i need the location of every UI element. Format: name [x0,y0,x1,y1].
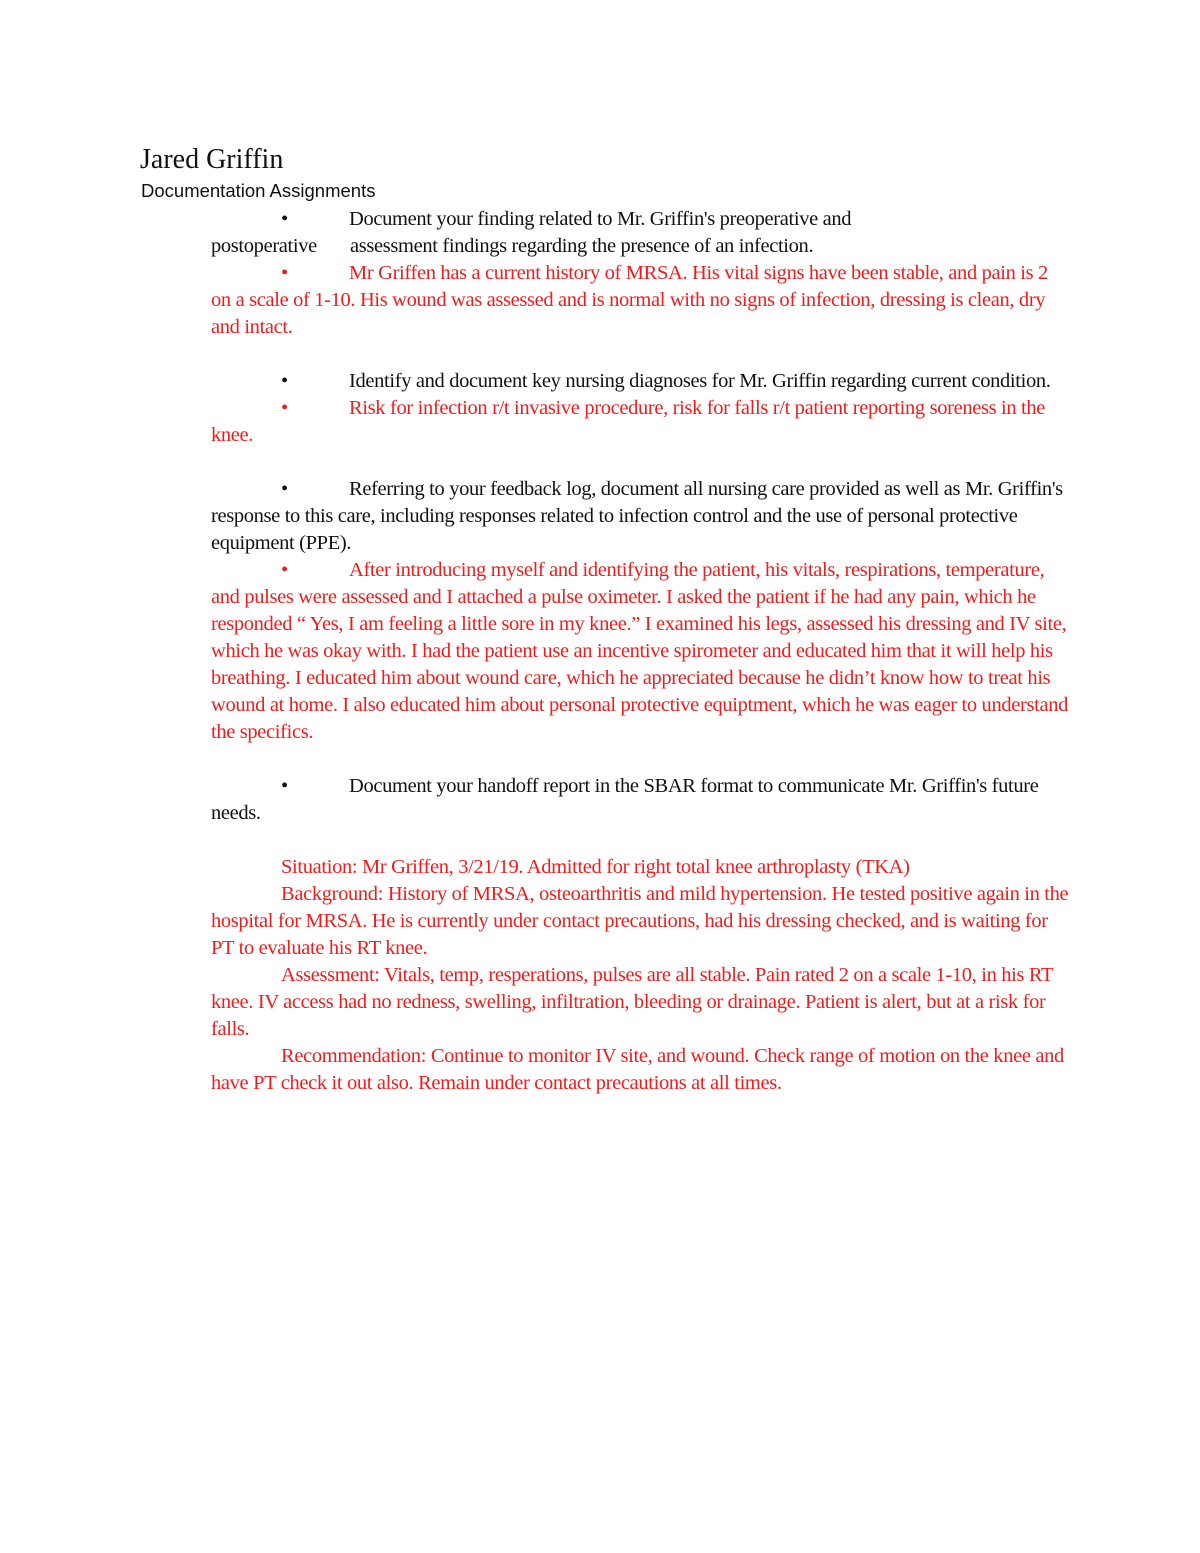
bullet-marker: • [281,397,288,419]
question-1-left-word: postoperative [211,235,317,257]
answer-3 [211,557,1071,746]
answer-2-text: Risk for infection r/t invasive procedure, risk for falls r/t patient reporting soreness in the knee. [211,397,1046,446]
question-3 [211,476,1071,557]
answer-1-text: Mr Griffen has a current history of MRSA. His vital signs have been stable, and pain is 2 on a scale of 1-10. His wound was assessed and is normal with no signs of infection, dressing is clean, dry and intact. [211,262,1048,338]
bullet-marker: • [281,775,288,797]
bullet-marker: • [281,370,288,392]
question-3-text: Referring to your feedback log, document all nursing care provided as well as Mr. Griffin's response to this care, including responses related to infection control and the use of personal protective equipment (PPE). [211,478,1063,554]
spacer [211,341,1071,368]
answer-3-text: After introducing myself and identifying the patient, his vitals, respirations, temperature, and pulses were assessed and I attached a pulse oximeter. I asked the patient if he had any pain, which he responded “ Yes, I am feeling a little sore in my knee.” I examined his legs, assessed his dressing and IV site, which he was okay with. I had the patient use an incentive spirometer and educated him that it will help his breathing. I educated him about wound care, which he appreciated because he didn’t know how to treat his wound at home. I also educated him about personal protective equiptment, which he was eager to understand the specifics. [211,559,1069,743]
document-subtitle: Documentation Assignments [141,180,376,201]
question-2-text: Identify and document key nursing diagnoses for Mr. Griffin regarding current condition. [349,370,1051,392]
sbar-background: Background: History of MRSA, osteoarthritis and mild hypertension. He tested positive again in the hospital for MRSA. He is currently under contact precautions, had his dressing checked, and is waiting for PT to evaluate his RT knee. [211,883,1069,959]
student-name: Jared Griffin [140,144,284,175]
sbar-assessment: Assessment: Vitals, temp, resperations, pulses are all stable. Pain rated 2 on a scale 1-10, in his RT knee. IV access had no redness, swelling, infiltration, bleeding or drainage. Patient is alert, but at a risk for falls. [211,964,1053,1040]
answer-2 [211,395,1071,449]
bullet-marker: • [281,262,288,284]
bullet-marker: • [281,559,288,581]
sbar-report [211,854,1071,1097]
question-4 [211,773,1071,827]
bullet-marker: • [281,208,288,230]
question-2 [211,368,1071,395]
sbar-situation: Situation: Mr Griffen, 3/21/19. Admitted for right total knee arthroplasty (TKA) [281,856,910,878]
bullet-marker: • [281,478,288,500]
question-1 [211,206,1071,260]
spacer [211,827,1071,854]
question-1-line-2: assessment findings regarding the presence of an infection. [350,235,814,257]
question-4-text: Document your handoff report in the SBAR format to communicate Mr. Griffin's future needs. [211,775,1039,824]
spacer [211,746,1071,773]
spacer [211,449,1071,476]
sbar-recommendation: Recommendation: Continue to monitor IV site, and wound. Check range of motion on the knee and have PT check it out also. Remain under contact precautions at all times. [211,1045,1064,1094]
question-1-line-1: Document your finding related to Mr. Griffin's preoperative and [349,208,852,230]
answer-1 [211,260,1071,341]
document-body [211,206,1071,1097]
